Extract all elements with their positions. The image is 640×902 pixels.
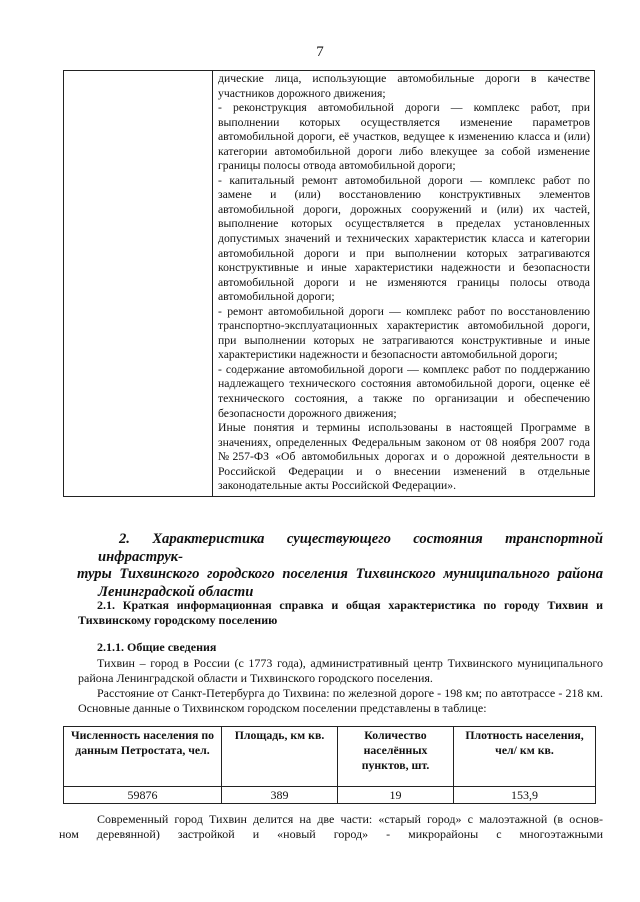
section-2-heading [77, 531, 603, 601]
paragraph-distance: Расстояние от Санкт-Петербурга до Тихвина: по железной дороге - 198 км; по автотрассе - 218 км. Основные данные о Тихвинском городском поселении представлены в таблице: [78, 686, 603, 715]
table-header-cell: Количество населённых пунктов, шт. [338, 727, 454, 787]
definition-repair: - ремонт автомобильной дороги — комплекс работ по восстановлению транспортно-эксплуатационных характеристик автомобильной дороги, при выполнении которых не затрагиваются конструктивные и иные характеристики надежности и безопасности автомобильной дороги; [218, 304, 590, 362]
paragraph-city-parts-line: ном деревянной) застройкой и «новый город» - микрорайоны с многоэтажными [59, 827, 603, 841]
paragraph-city-parts-line: Современный город Тихвин делится на две части: «старый город» с малоэтажной (в основ- [97, 812, 603, 826]
table-cell-density: 153,9 [454, 787, 596, 804]
table-header-cell: Площадь, км кв. [222, 727, 338, 787]
page-number: 7 [316, 44, 324, 60]
definitions-table-left-cell [64, 71, 213, 497]
definitions-table [63, 70, 595, 497]
definition-other-terms: Иные понятия и термины использованы в настоящей Программе в значениях, определенных Федеральным законом от 08 ноября 2007 года №257-ФЗ «Об автомобильных дорогах и о дорожной деятельности в Российской Федерации и о внесении изменений в отдельные законодательные акты Российской Федерации». [218, 421, 590, 493]
paragraph-about-tikhvin: Тихвин – город в России (с 1773 года), административный центр Тихвинского муниципального района Ленинградской области и Тихвинского городского поселения. [78, 656, 603, 685]
table-cell-settlements: 19 [338, 787, 454, 804]
settlement-data-table [63, 726, 596, 804]
table-header-row [64, 727, 596, 787]
paragraph-city-parts [59, 812, 603, 842]
definition-maintenance: - содержание автомобильной дороги — комплекс работ по поддержанию надлежащего технического состояния автомобильной дороги, оценке её технического состояния, а также по организации и обеспечению безопасности дорожного движения; [218, 362, 590, 420]
definitions-table-right-cell [213, 71, 595, 497]
section-2-heading-line: туры Тихвинского городского поселения Тихвинского муниципального района [77, 566, 603, 582]
section-2-1-1-heading: 2.1.1. Общие сведения [97, 640, 217, 654]
table-header-cell: Плотность населения, чел/ км кв. [454, 727, 596, 787]
section-2-heading-line: 2. Характеристика существующего состояния транспортной инфраструк- [98, 531, 603, 565]
section-2-heading-line: Ленинградской области [98, 583, 254, 600]
table-row [64, 787, 596, 804]
table-cell-area: 389 [222, 787, 338, 804]
table-header-cell: Численность населения по данным Петростата, чел. [64, 727, 222, 787]
table-cell-population: 59876 [64, 787, 222, 804]
section-2-1-heading: 2.1. Краткая информационная справка и общая характеристика по городу Тихвин и Тихвинскому городскому поселению [78, 598, 603, 627]
definition-capital-repair: - капитальный ремонт автомобильной дороги — комплекс работ по замене и (или) восстановлению конструктивных элементов автомобильной дороги, дорожных сооружений и (или) их частей, выполнение которых осуществляется в пределах установленных допустимых значений и технических характеристик класса и категории автомобильной дороги и при выполнении которых затрагиваются конструктивные и иные характеристики надежности и безопасности автомобильной дороги и не изменяются границы полосы отвода автомобильной дороги; [218, 173, 590, 304]
definition-paragraph: дические лица, использующие автомобильные дороги в качестве участников дорожного движения; [218, 72, 590, 100]
definition-reconstruction: - реконструкция автомобильной дороги — комплекс работ, при выполнении которых осуществляется изменение параметров автомобильной дороги, её участков, ведущее к изменению класса и (или) категории автомобильной дороги либо влекущее за собой изменение границы полосы отвода автомобильной дороги; [218, 101, 590, 173]
